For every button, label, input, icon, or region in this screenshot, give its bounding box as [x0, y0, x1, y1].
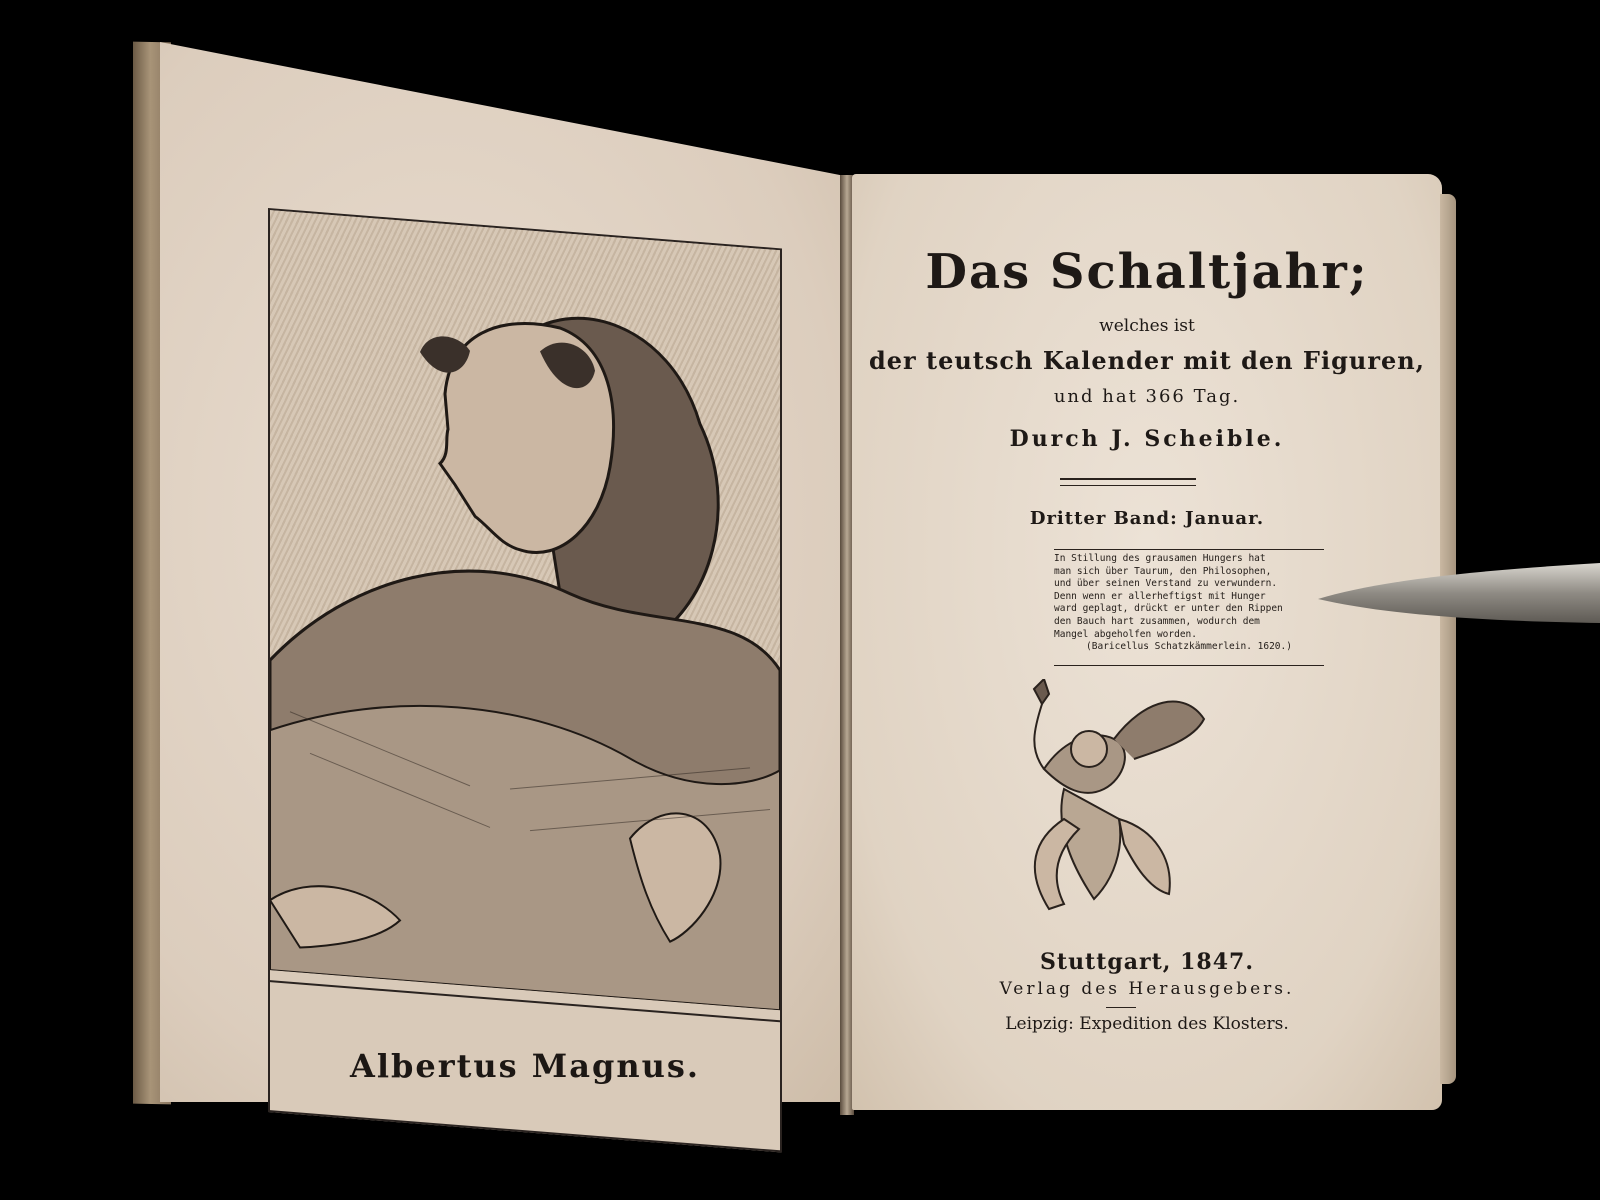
page-pointer-blade [1318, 563, 1600, 627]
albertus-magnus-engraving [270, 210, 780, 1010]
epigraph-line: In Stillung des grausamen Hungers hat [1054, 553, 1266, 564]
portrait-caption: Albertus Magnus. [350, 1047, 700, 1086]
subtitle-line-1: welches ist [1099, 316, 1195, 336]
epigraph-line: Mangel abgeholfen worden. [1054, 628, 1197, 640]
page-edge [1440, 194, 1456, 1084]
city-year: Stuttgart, 1847. [1040, 949, 1254, 975]
author-line: Durch J. Scheible. [1009, 426, 1285, 452]
publisher-line: Verlag des Herausgebers. [999, 979, 1295, 999]
imprint-divider [1106, 1007, 1136, 1008]
subtitle-line-3: und hat 366 Tag. [1053, 386, 1241, 407]
epigraph-line: Denn wenn er allerheftigst mit Hunger [1054, 590, 1266, 602]
epigraph-line: den Bauch hart zusammen, wodurch dem [1054, 615, 1260, 627]
book-title: Das Schaltjahr; [925, 244, 1369, 300]
title-page [852, 174, 1442, 1110]
epigraph-box [1054, 549, 1324, 666]
title-divider [1060, 478, 1196, 486]
portrait-plate [268, 208, 782, 1152]
volume-line: Dritter Band: Januar. [1029, 508, 1265, 529]
epigraph-line: und über seinen Verstand zu verwundern. [1054, 578, 1278, 590]
subtitle-line-2: der teutsch Kalender mit den Figuren, [868, 346, 1426, 375]
epigraph-line: man sich über Taurum, den Philosophen, [1054, 565, 1272, 577]
epigraph-line: ward geplagt, drückt er unter den Rippen [1054, 603, 1283, 615]
distribution-line: Leipzig: Expedition des Klosters. [1005, 1014, 1289, 1034]
epigraph-source: (Baricellus Schatzkämmerlein. 1620.) [1086, 641, 1292, 653]
flying-figure-vignette [1004, 679, 1229, 924]
portrait-caption-box [270, 980, 780, 1150]
